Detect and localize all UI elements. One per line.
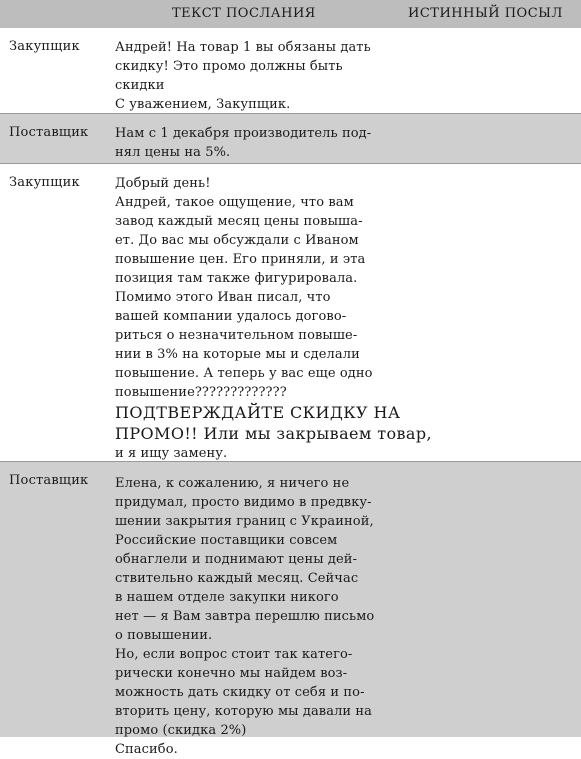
message-line: и я ищу замену. xyxy=(115,446,228,461)
message-line: о повышении. xyxy=(115,628,213,643)
sender-role: Закупщик xyxy=(9,175,80,190)
message-line-emphasis: ПОДТВЕРЖДАЙТЕ СКИДКУ НА xyxy=(115,403,401,422)
sender-role: Поставщик xyxy=(9,125,89,140)
message-line: повышение????????????? xyxy=(115,385,287,400)
message-line: повышение. А теперь у вас еще одно xyxy=(115,366,373,381)
message-line-emphasis: ПРОМО!! Или мы закрываем товар, xyxy=(115,424,432,443)
message-line: вашей компании удалось догово- xyxy=(115,309,347,324)
message-line: Андрей, такое ощущение, что вам xyxy=(115,195,354,210)
table-header xyxy=(0,0,581,29)
message-line: Нам с 1 декабря производитель под- xyxy=(115,126,372,141)
message-line: рически конечно мы найдем воз- xyxy=(115,666,348,681)
message-text xyxy=(115,38,383,114)
message-line: придумал, просто видимо в предвку- xyxy=(115,495,372,510)
sender-role: Поставщик xyxy=(9,473,89,488)
table-row xyxy=(0,164,581,462)
message-line: С уважением, Закупщик. xyxy=(115,97,291,112)
sender-role: Закупщик xyxy=(9,39,80,54)
message-line: нии в 3% на которые мы и сделали xyxy=(115,347,360,362)
message-line: ствительно каждый месяц. Сейчас xyxy=(115,571,359,586)
message-line: в нашем отделе закупки никого xyxy=(115,590,339,605)
message-line: нял цены на 5%. xyxy=(115,145,231,160)
table-row xyxy=(0,114,581,164)
message-line: позиция там также фигурировала. xyxy=(115,271,358,286)
message-line: риться о незначительном повыше- xyxy=(115,328,358,343)
message-line: ет. До вас мы обсуждали с Иваном xyxy=(115,233,359,248)
message-line: Помимо этого Иван писал, что xyxy=(115,290,331,305)
message-line: можность дать скидку от себя и по- xyxy=(115,685,365,700)
message-text xyxy=(115,124,383,162)
message-line: завод каждый месяц цены повыша- xyxy=(115,214,363,229)
message-text xyxy=(115,474,383,759)
header-message-column: ТЕКСТ ПОСЛАНИЯ xyxy=(172,6,316,21)
message-line: обнаглели и поднимают цены дей- xyxy=(115,552,358,567)
message-line: нет — я Вам завтра перешлю письмо xyxy=(115,609,375,624)
table-row xyxy=(0,28,581,114)
message-text xyxy=(115,174,432,482)
message-line: шении закрытия границ с Украиной, xyxy=(115,514,374,529)
message-line: Андрей! На товар 1 вы обязаны дать xyxy=(115,40,371,55)
message-line: Елена, к сожалению, я ничего не xyxy=(115,476,350,491)
message-line: Спасибо. xyxy=(115,742,178,757)
message-line: промо (скидка 2%) xyxy=(115,723,247,738)
message-line: скидку! Это промо должны быть xyxy=(115,59,343,74)
message-line: Российские поставщики совсем xyxy=(115,533,338,548)
table-row xyxy=(0,462,581,757)
message-line: скидки xyxy=(115,78,165,93)
header-true-message-column: ИСТИННЫЙ ПОСЫЛ xyxy=(408,6,563,21)
message-line: повышение цен. Его приняли, и эта xyxy=(115,252,366,267)
message-line: вторить цену, которую мы давали на xyxy=(115,704,373,719)
message-line: Добрый день! xyxy=(115,176,211,191)
message-line: Но, если вопрос стоит так катего- xyxy=(115,647,353,662)
